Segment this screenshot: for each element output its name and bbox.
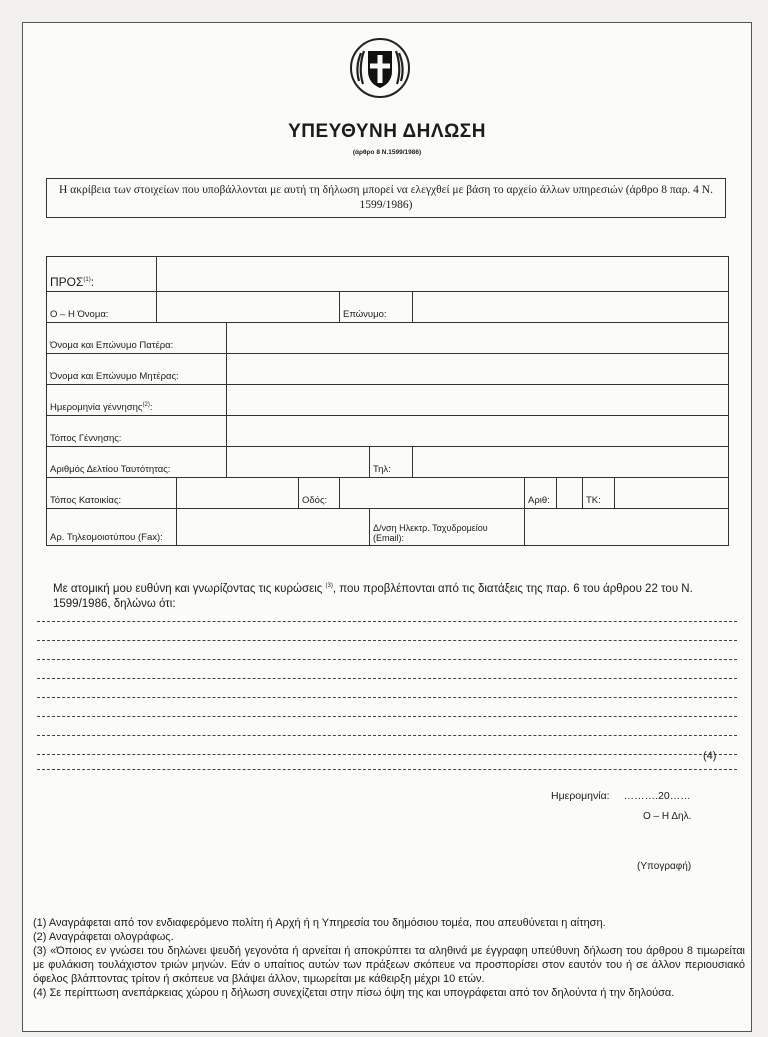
declaration-line[interactable]	[37, 659, 737, 660]
declaration-form-page	[22, 22, 752, 1032]
declaration-line[interactable]	[37, 697, 737, 698]
phone-field[interactable]	[413, 447, 729, 478]
declaration-line[interactable]	[37, 621, 737, 622]
footnote-2: (2) Αναγράφεται ολογράφως.	[33, 931, 174, 943]
residence-field[interactable]	[177, 478, 299, 509]
mother-name-field[interactable]	[227, 354, 729, 385]
declarant-label: Ο – Η Δηλ.	[643, 811, 692, 822]
to-label: ΠΡΟΣ$^{(1)}$:	[47, 257, 157, 292]
birth-place-field[interactable]	[227, 416, 729, 447]
email-field[interactable]	[525, 509, 729, 546]
declaration-line[interactable]	[37, 754, 737, 755]
surname-field[interactable]	[413, 292, 729, 323]
id-number-label: Αριθμός Δελτίου Ταυτότητας:	[47, 447, 227, 478]
document-subtitle: (άρθρο 8 Ν.1599/1986)	[352, 149, 422, 156]
birth-place-label: Τόπος Γέννησης:	[47, 416, 227, 447]
street-field[interactable]	[340, 478, 525, 509]
postcode-label: ΤΚ:	[583, 478, 615, 509]
street-number-label: Αριθ:	[525, 478, 557, 509]
birth-date-field[interactable]	[227, 385, 729, 416]
declaration-line[interactable]	[37, 769, 737, 770]
first-name-label: Ο – Η Όνομα:	[47, 292, 157, 323]
date-label: Ημερομηνία:	[551, 790, 610, 802]
greek-coat-of-arms-icon	[349, 37, 411, 99]
birth-date-label: Ημερομηνία γέννησης$^{(2)}$:	[47, 385, 227, 416]
mother-name-label: Όνομα και Επώνυμο Μητέρας:	[47, 354, 227, 385]
footnote-3: (3) «Όποιος εν γνώσει του δηλώνει ψευδή γεγονότα ή αρνείται ή αποκρύπτει τα αληθινά με έγγραφη υπεύθυνη δήλωση του άρθρου 8 τιμωρείται με φυλάκιση τουλάχιστον τριών μηνών. Εάν ο υπαίτιος αυτών των πράξεων σκόπευε να προσπορίσει στον εαυτόν του ή σε άλλον περιουσιακό όφελος βλάπτοντας τρίτον ή σκόπευε να βλάψει άλλον, τιμωρείται με κάθειρξη μέχρι 10 ετών.	[33, 945, 745, 985]
declaration-statement: Με ατομική μου ευθύνη και γνωρίζοντας τις κυρώσεις $^{(3)}$, που προβλέπονται από τις διατάξεις της παρ. 6 του άρθρου 22 του Ν. 1599/1986, δηλώνω ότι:	[53, 582, 693, 610]
footnote-1: (1) Αναγράφεται από τον ενδιαφερόμενο πολίτη ή Αρχή ή η Υπηρεσία του δημόσιου τομέα, που απευθύνεται η αίτηση.	[33, 917, 606, 929]
phone-label: Τηλ:	[370, 447, 413, 478]
declaration-line[interactable]	[37, 678, 737, 679]
footnotes	[33, 916, 745, 1000]
personal-details-table	[46, 256, 729, 546]
father-name-field[interactable]	[227, 323, 729, 354]
footnote-4-marker: (4)	[703, 750, 717, 762]
footnote-4: (4) Σε περίπτωση ανεπάρκειας χώρου η δήλωση συνεχίζεται στην πίσω όψη της και υπογράφεται από τον δηλούντα ή την δηλούσα.	[33, 987, 675, 999]
date-field[interactable]: ……….20……	[623, 790, 691, 802]
surname-label: Επώνυμο:	[340, 292, 413, 323]
to-field[interactable]	[157, 257, 729, 292]
date-line	[551, 790, 691, 802]
declaration-line[interactable]	[37, 716, 737, 717]
declaration-line[interactable]	[37, 640, 737, 641]
verification-notice: Η ακρίβεια των στοιχείων που υποβάλλονται με αυτή τη δήλωση μπορεί να ελεγχθεί με βάση το αρχείο άλλων υπηρεσιών (άρθρο 8 παρ. 4 Ν. 1599/1986)	[46, 178, 726, 218]
residence-label: Τόπος Κατοικίας:	[47, 478, 177, 509]
signature-label: (Υπογραφή)	[637, 861, 692, 872]
document-title: ΥΠΕΥΘΥΝΗ ΔΗΛΩΣΗ	[288, 121, 486, 142]
first-name-field[interactable]	[157, 292, 340, 323]
fax-field[interactable]	[177, 509, 370, 546]
email-label: Δ/νση Ηλεκτρ. Ταχυδρομείου (Email):	[370, 509, 525, 546]
id-number-field[interactable]	[227, 447, 370, 478]
fax-label: Αρ. Τηλεομοιοτύπου (Fax):	[47, 509, 177, 546]
street-label: Οδός:	[299, 478, 340, 509]
declaration-line[interactable]	[37, 735, 737, 736]
street-number-field[interactable]	[557, 478, 583, 509]
father-name-label: Όνομα και Επώνυμο Πατέρα:	[47, 323, 227, 354]
postcode-field[interactable]	[615, 478, 729, 509]
